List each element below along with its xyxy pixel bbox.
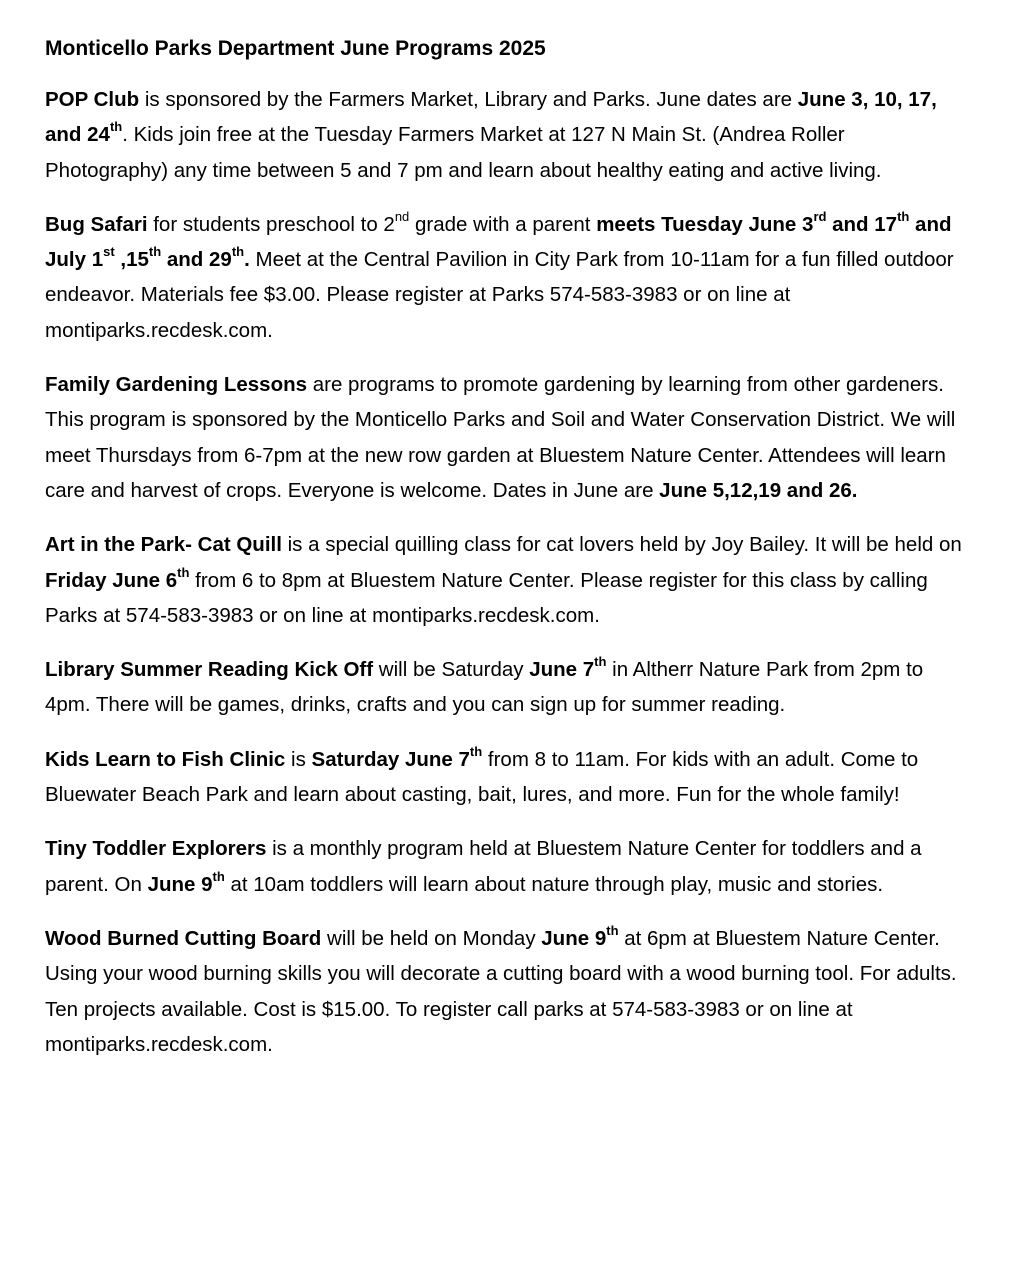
body-text: will be held on Monday (321, 926, 542, 950)
body-text: grade with a parent (409, 212, 597, 236)
body-text: from 6 to 8pm at Bluestem Nature Center. Please register for this class by calling Parks at 574-583-3983 or on line at montiparks.recdesk.com. (45, 568, 928, 627)
body-text: is a monthly program held at Bluestem Nature Center for toddlers and a parent. On (45, 837, 922, 896)
bold-text: June 3, 10, 17, and 24 (45, 88, 937, 147)
bold-text: meets Tuesday June 3 (596, 212, 814, 236)
body-text: . Kids join free at the Tuesday Farmers Market at 127 N Main St. (Andrea Roller Photography) any time between 5 and 7 pm and learn about healthy eating and active living. (45, 123, 882, 182)
bold-text: Library Summer Reading Kick Off (45, 658, 374, 682)
ordinal-suffix: th (469, 743, 483, 759)
program-tiny-toddler (45, 831, 969, 902)
program-fish-clinic (45, 742, 969, 813)
body-text: is (285, 747, 312, 771)
bold-text: Art in the Park- Cat Quill (45, 533, 282, 557)
bold-text: and 29 (161, 248, 232, 272)
bold-text: and July 1 (45, 212, 952, 272)
bold-text: Friday June 6 (45, 568, 178, 592)
bold-text: Wood Burned Cutting Board (45, 926, 322, 950)
program-bug-safari (45, 207, 969, 348)
body-text: from 8 to 11am. For kids with an adult. Come to Bluewater Beach Park and learn about casting, bait, lures, and more. Fun for the whole family! (45, 747, 919, 807)
ordinal-suffix: th (148, 244, 162, 260)
program-art-in-the-park (45, 527, 969, 633)
program-list (45, 82, 969, 1062)
bold-text: and 17 (826, 212, 898, 236)
body-text: at 10am toddlers will learn about nature through play, music and stories. (224, 872, 884, 896)
bold-text: June 9 (147, 872, 213, 896)
ordinal-suffix: th (177, 564, 190, 580)
ordinal-suffix: th (212, 868, 225, 884)
bold-text: Bug Safari (45, 212, 148, 236)
ordinal-suffix: rd (813, 209, 827, 225)
bold-text: . (244, 248, 250, 272)
program-family-gardening (45, 367, 969, 508)
body-text: is a special quilling class for cat lovers held by Joy Bailey. It will be held on (281, 533, 962, 557)
program-library-reading (45, 652, 969, 723)
bold-text: Kids Learn to Fish Clinic (45, 747, 286, 771)
body-text: at 6pm at Bluestem Nature Center. Using your wood burning skills you will decorate a cutting board with a wood burning tool. For adults. Ten projects available. Cost is $15.00. To register call parks at 574-583-3983 or on line at montiparks.recdesk.com. (45, 926, 957, 1056)
ordinal-suffix: th (606, 923, 619, 939)
ordinal-suffix: st (103, 244, 115, 260)
bold-text: Tiny Toddler Explorers (45, 837, 267, 861)
bold-text: June 5,12,19 and 26. (659, 478, 858, 502)
body-text: is sponsored by the Farmers Market, Library and Parks. June dates are (139, 88, 798, 111)
body-text: for students preschool to 2 (147, 212, 395, 236)
bold-text: ,15 (114, 248, 149, 272)
document-title: Monticello Parks Department June Programs 2025 (45, 37, 546, 60)
bold-text: POP Club (45, 88, 140, 111)
ordinal-suffix: th (594, 654, 607, 670)
body-text: in Altherr Nature Park from 2pm to 4pm. There will be games, drinks, crafts and you can sign up for summer reading. (45, 658, 924, 717)
ordinal-suffix: th (897, 209, 910, 225)
ordinal-suffix: nd (394, 209, 410, 225)
bold-text: June 9 (541, 926, 607, 950)
bold-text: Saturday June 7 (311, 747, 470, 771)
ordinal-suffix: th (231, 244, 245, 260)
program-pop-club (45, 82, 969, 188)
body-text: will be Saturday (373, 658, 530, 682)
bold-text: Family Gardening Lessons (45, 373, 308, 397)
ordinal-suffix: th (109, 119, 123, 135)
body-text: Meet at the Central Pavilion in City Park from 10-11am for a fun filled outdoor endeavor. Materials fee $3.00. Please register at Parks 574-583-3983 or on line at montiparks.recdesk.com. (45, 248, 954, 342)
program-wood-burned (45, 921, 969, 1062)
body-text: are programs to promote gardening by learning from other gardeners. This program is sponsored by the Monticello Parks and Soil and Water Conservation District. We will meet Thursdays from 6-7pm at the new row garden at Bluestem Nature Center. Attendees will learn care and harvest of crops. Everyone is welcome. Dates in June are (45, 373, 956, 502)
bold-text: June 7 (529, 658, 595, 682)
